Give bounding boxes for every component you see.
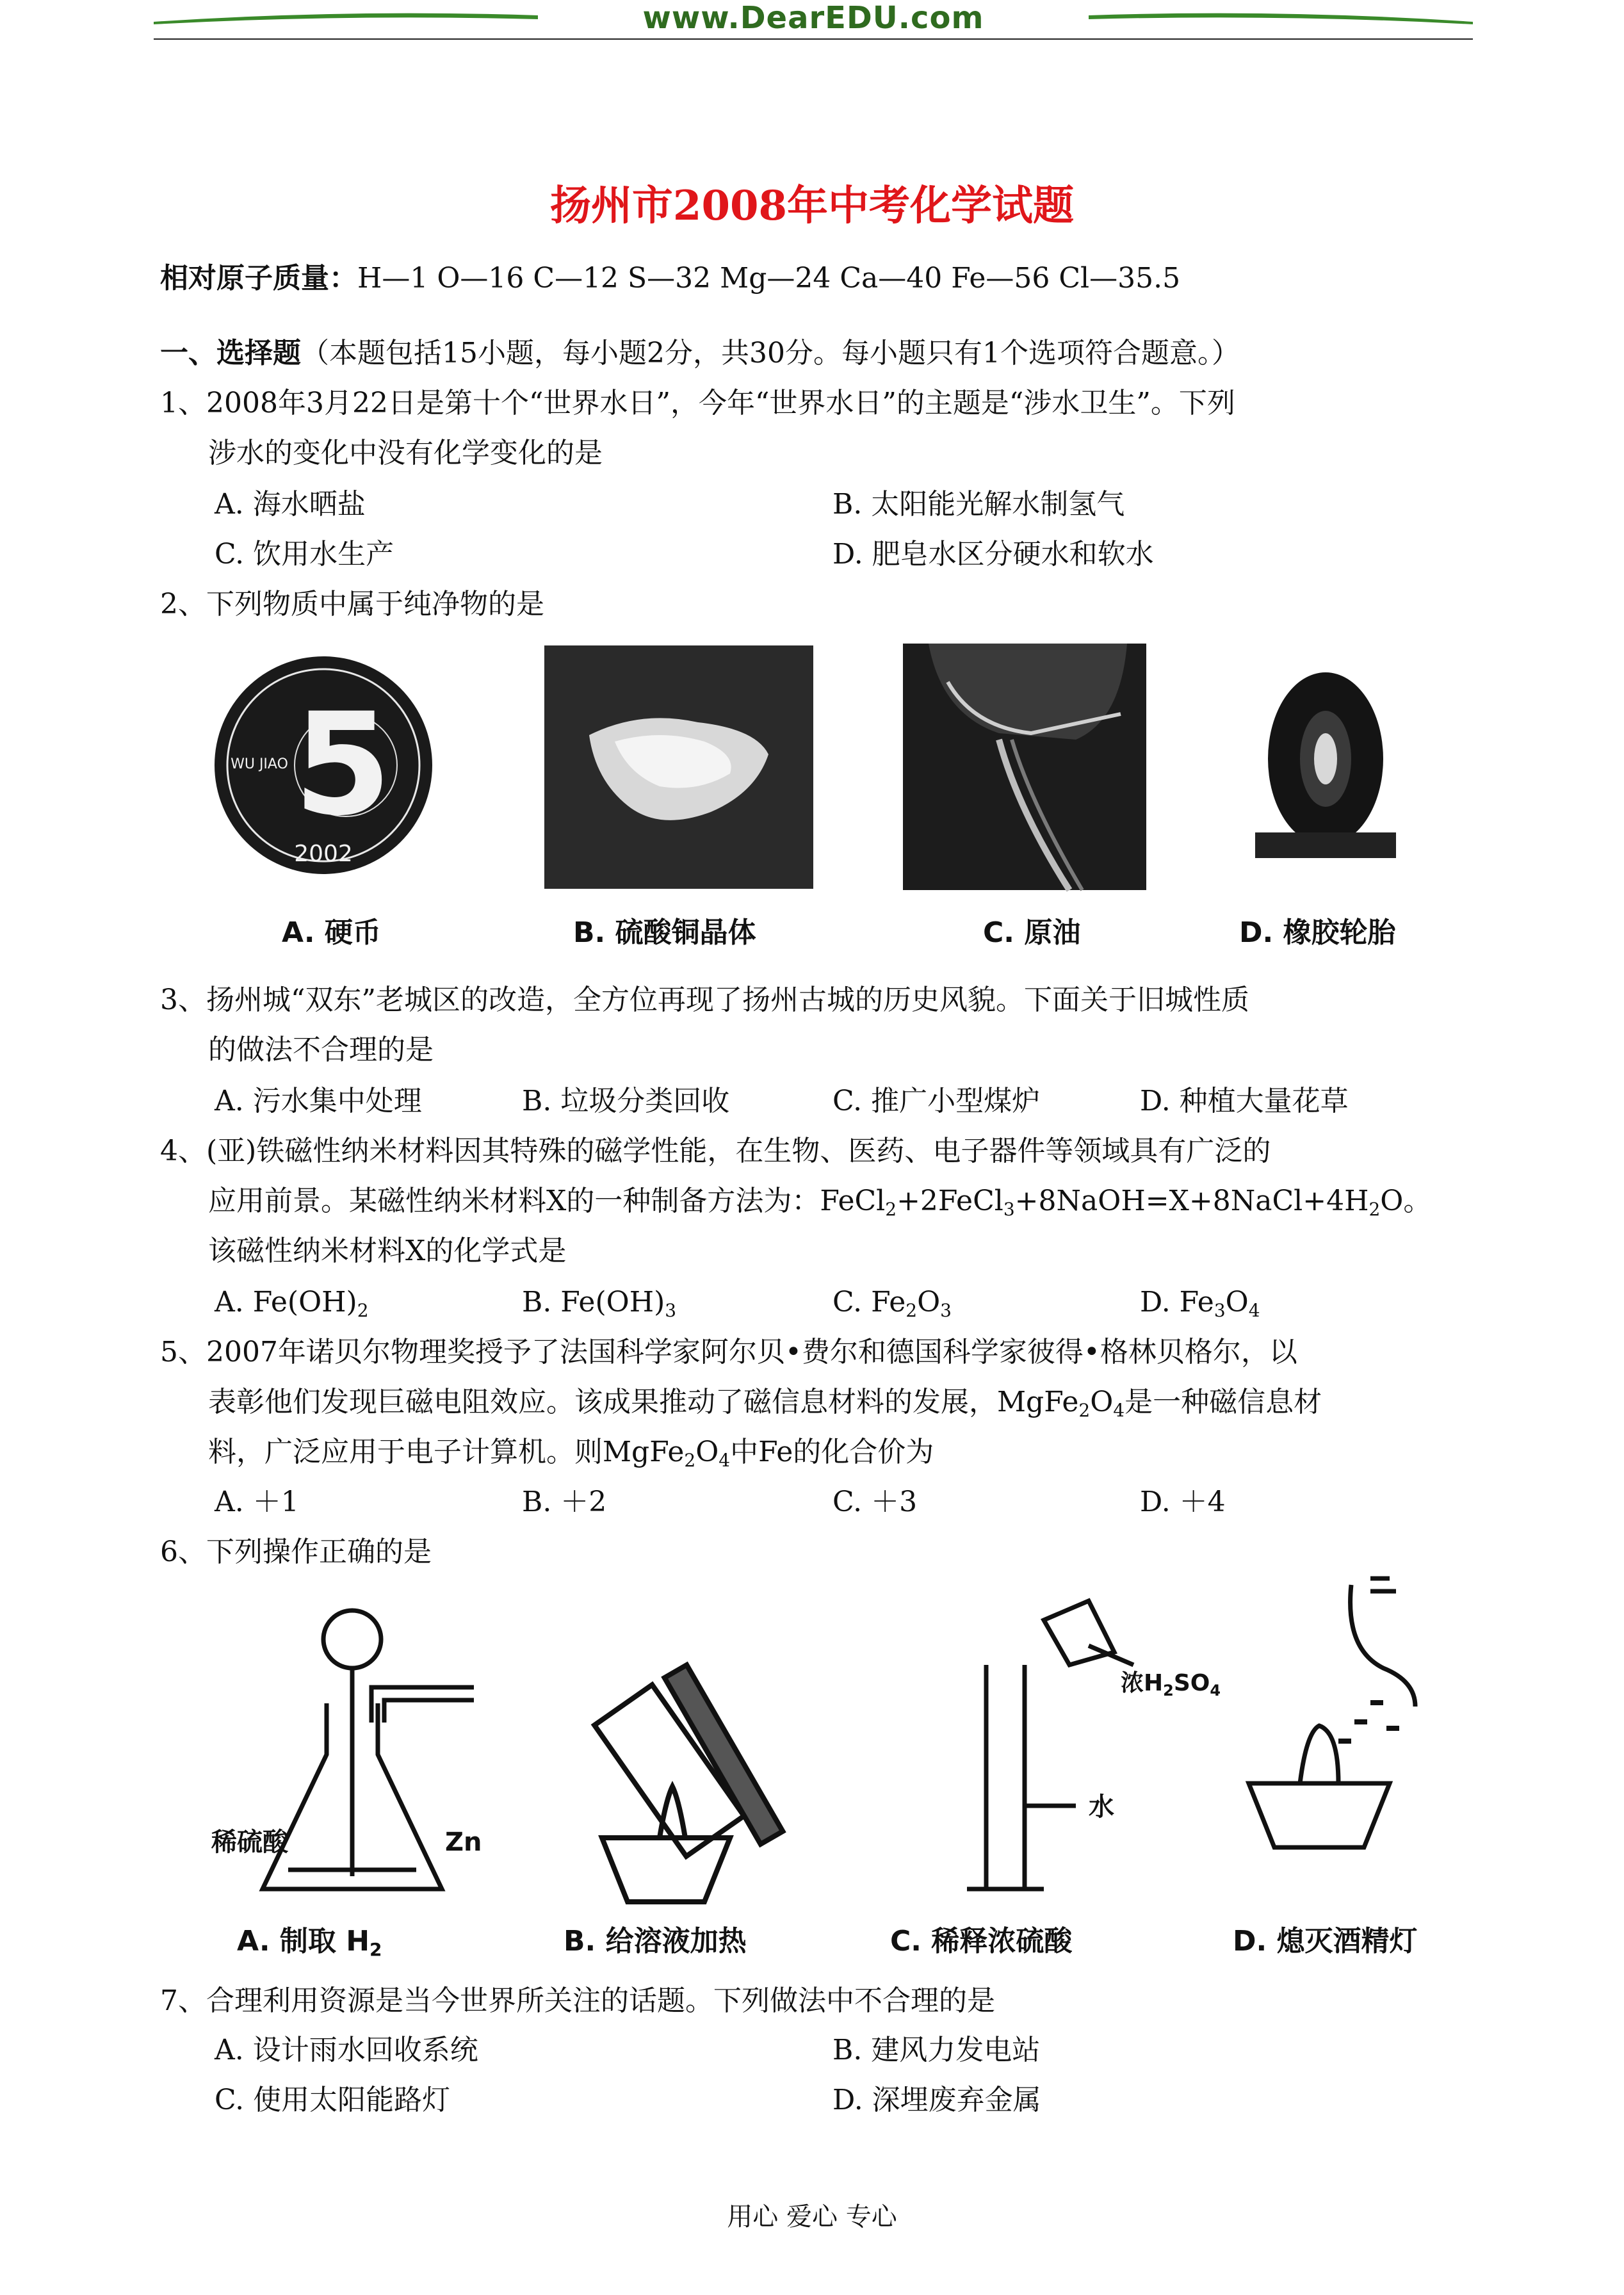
q2-caption-a: A. 硬币 [282, 916, 381, 949]
q1-line2: 涉水的变化中没有化学变化的是 [208, 437, 603, 469]
page-footer: 用心 爱心 专心 [727, 2202, 897, 2232]
q4-option-a [215, 1283, 369, 1322]
q4-option-b [522, 1283, 676, 1322]
q4-sub: 2 [357, 1300, 369, 1321]
q5-sub: 4 [719, 1450, 731, 1471]
q4-line2-part1: 应用前景。某磁性纳米材料X的一种制备方法为：FeCl [208, 1185, 886, 1217]
q5-line3 [208, 1433, 934, 1472]
section1-title: 一、选择题 [160, 337, 301, 369]
coin-five: 5 [293, 683, 392, 847]
q4-line3: 该磁性纳米材料X的化学式是 [208, 1235, 567, 1267]
q4-line2-part4: O。 [1380, 1185, 1432, 1217]
q4-line2-part3: +8NaOH=X+8NaCl+4H [1014, 1185, 1369, 1217]
q5-line2-part1: 表彰他们发现巨磁电阻效应。该成果推动了磁信息材料的发展，MgFe [208, 1386, 1079, 1418]
q7-option-b: B. 建风力发电站 [832, 2034, 1041, 2066]
q4-option-d [1140, 1283, 1260, 1322]
atomic-mass-label: 相对原子质量： [160, 262, 357, 295]
q4-option-c-text: C. Fe [832, 1286, 906, 1318]
q7-option-a: A. 设计雨水回收系统 [215, 2034, 478, 2066]
q4-line2-part2: +2FeCl [897, 1185, 1003, 1217]
q3-option-a: A. 污水集中处理 [215, 1085, 422, 1117]
q5-option-a: A. ＋1 [215, 1486, 299, 1518]
q3-option-c: C. 推广小型煤炉 [832, 1085, 1041, 1117]
q4-sub: 3 [1003, 1199, 1015, 1220]
q3-option-b: B. 垃圾分类回收 [522, 1085, 730, 1117]
q5-line2-part3: 是一种磁信息材 [1125, 1386, 1322, 1418]
q6-caption-d: D. 熄灭酒精灯 [1233, 1925, 1418, 1958]
dilute-acid-diagram [961, 1594, 1221, 1902]
q5-option-d: D. ＋4 [1140, 1486, 1226, 1518]
q7-stem: 7、合理利用资源是当今世界所关注的话题。下列做法中不合理的是 [160, 1984, 995, 2017]
rubber-tire-image [1249, 669, 1402, 861]
q7-option-c: C. 使用太阳能路灯 [215, 2084, 451, 2116]
q6-caption-c: C. 稀释浓硫酸 [890, 1925, 1073, 1958]
q3-line2: 的做法不合理的是 [208, 1034, 434, 1066]
coin-image [211, 653, 435, 877]
q1-option-b: B. 太阳能光解水制氢气 [832, 488, 1125, 521]
q2-caption-c: C. 原油 [983, 916, 1081, 949]
q1-line1: 1、2008年3月22日是第十个“世界水日”，今年“世界水日”的主题是“涉水卫生”。下列 [160, 387, 1235, 419]
q4-option-b-text: B. Fe(OH) [522, 1286, 665, 1318]
q5-sub: 2 [1078, 1400, 1091, 1421]
coin-word: WU JIAO [231, 756, 288, 772]
q6-caption-a: A. 制取 $H_2$ [237, 1925, 382, 1960]
q5-line3-part3: 中Fe的化合价为 [730, 1436, 934, 1468]
atomic-mass-values: H—1 O—16 C—12 S—32 Mg—24 Ca—40 Fe—56 Cl—35.5 [357, 262, 1181, 295]
q6-stem: 6、下列操作正确的是 [160, 1536, 432, 1568]
label-conc-acid: 浓$H_2SO_4$ [1121, 1670, 1221, 1699]
q5-line1: 5、2007年诺贝尔物理奖授予了法国科学家阿尔贝•费尔和德国科学家彼得•格林贝格尔，以 [160, 1336, 1297, 1368]
label-water: 水 [1089, 1792, 1114, 1822]
q5-sub: 4 [1113, 1400, 1125, 1421]
q1-option-c: C. 饮用水生产 [215, 538, 394, 571]
q4-line1: 4、(亚)铁磁性纳米材料因其特殊的磁学性能，在生物、医药、电子器件等领域具有广泛的 [160, 1135, 1271, 1167]
q5-option-c: C. ＋3 [832, 1486, 918, 1518]
hydrogen-flask-diagram [205, 1594, 499, 1915]
section1-desc: （本题包括15小题，每小题2分，共30分。每小题只有1个选项符合题意。） [301, 337, 1240, 369]
q1-option-d: D. 肥皂水区分硬水和软水 [832, 538, 1154, 571]
q4-sub: 2 [905, 1300, 918, 1321]
q4-option-c-o: O [917, 1286, 941, 1318]
q5-sub: 2 [684, 1450, 696, 1471]
crude-oil-image [903, 644, 1146, 890]
q5-line3-part1: 料，广泛应用于电子计算机。则MgFe [208, 1436, 685, 1468]
q5-line3-part2: O [695, 1436, 719, 1468]
q6-caption-b: B. 给溶液加热 [564, 1925, 747, 1958]
header-divider [154, 38, 1473, 40]
q4-sub: 3 [665, 1300, 677, 1321]
q4-line2 [208, 1182, 1431, 1220]
q4-option-d-text: D. Fe [1140, 1286, 1214, 1318]
site-name: www.DearEDU.com [642, 0, 984, 36]
q4-sub: 2 [885, 1199, 897, 1220]
q3-option-d: D. 种植大量花草 [1140, 1085, 1349, 1117]
section1-heading [160, 334, 1240, 373]
coin-year: 2002 [294, 841, 353, 867]
q4-option-d-o: O [1225, 1286, 1249, 1318]
page-title: 扬州市2008年中考化学试题 [549, 182, 1075, 230]
q5-option-b: B. ＋2 [522, 1486, 607, 1518]
q1-option-a: A. 海水晒盐 [215, 488, 366, 521]
atomic-mass-line [160, 259, 1180, 298]
extinguish-lamp-diagram [1242, 1572, 1447, 1905]
q3-line1: 3、扬州城“双东”老城区的改造，全方位再现了扬州古城的历史风貌。下面关于旧城性质 [160, 984, 1249, 1016]
header-banner [154, 0, 1473, 45]
q5-line2 [208, 1383, 1322, 1422]
q4-sub: 3 [1214, 1300, 1226, 1321]
q4-sub: 4 [1248, 1300, 1260, 1321]
q4-sub: 3 [940, 1300, 952, 1321]
q4-option-a-text: A. Fe(OH) [215, 1286, 357, 1318]
q4-sub: 2 [1368, 1199, 1381, 1220]
q2-stem: 2、下列物质中属于纯净物的是 [160, 588, 544, 620]
q4-option-c [832, 1283, 952, 1322]
label-zn: Zn [445, 1828, 482, 1857]
q5-line2-part2: O [1090, 1386, 1114, 1418]
heating-solution-diagram [583, 1620, 865, 1908]
label-dilute-acid: 稀硫酸 [211, 1828, 288, 1857]
copper-sulfate-crystal-image [544, 645, 813, 889]
q2-caption-d: D. 橡胶轮胎 [1239, 916, 1396, 949]
q2-caption-b: B. 硫酸铜晶体 [573, 916, 756, 949]
q7-option-d: D. 深埋废弃金属 [832, 2084, 1041, 2116]
